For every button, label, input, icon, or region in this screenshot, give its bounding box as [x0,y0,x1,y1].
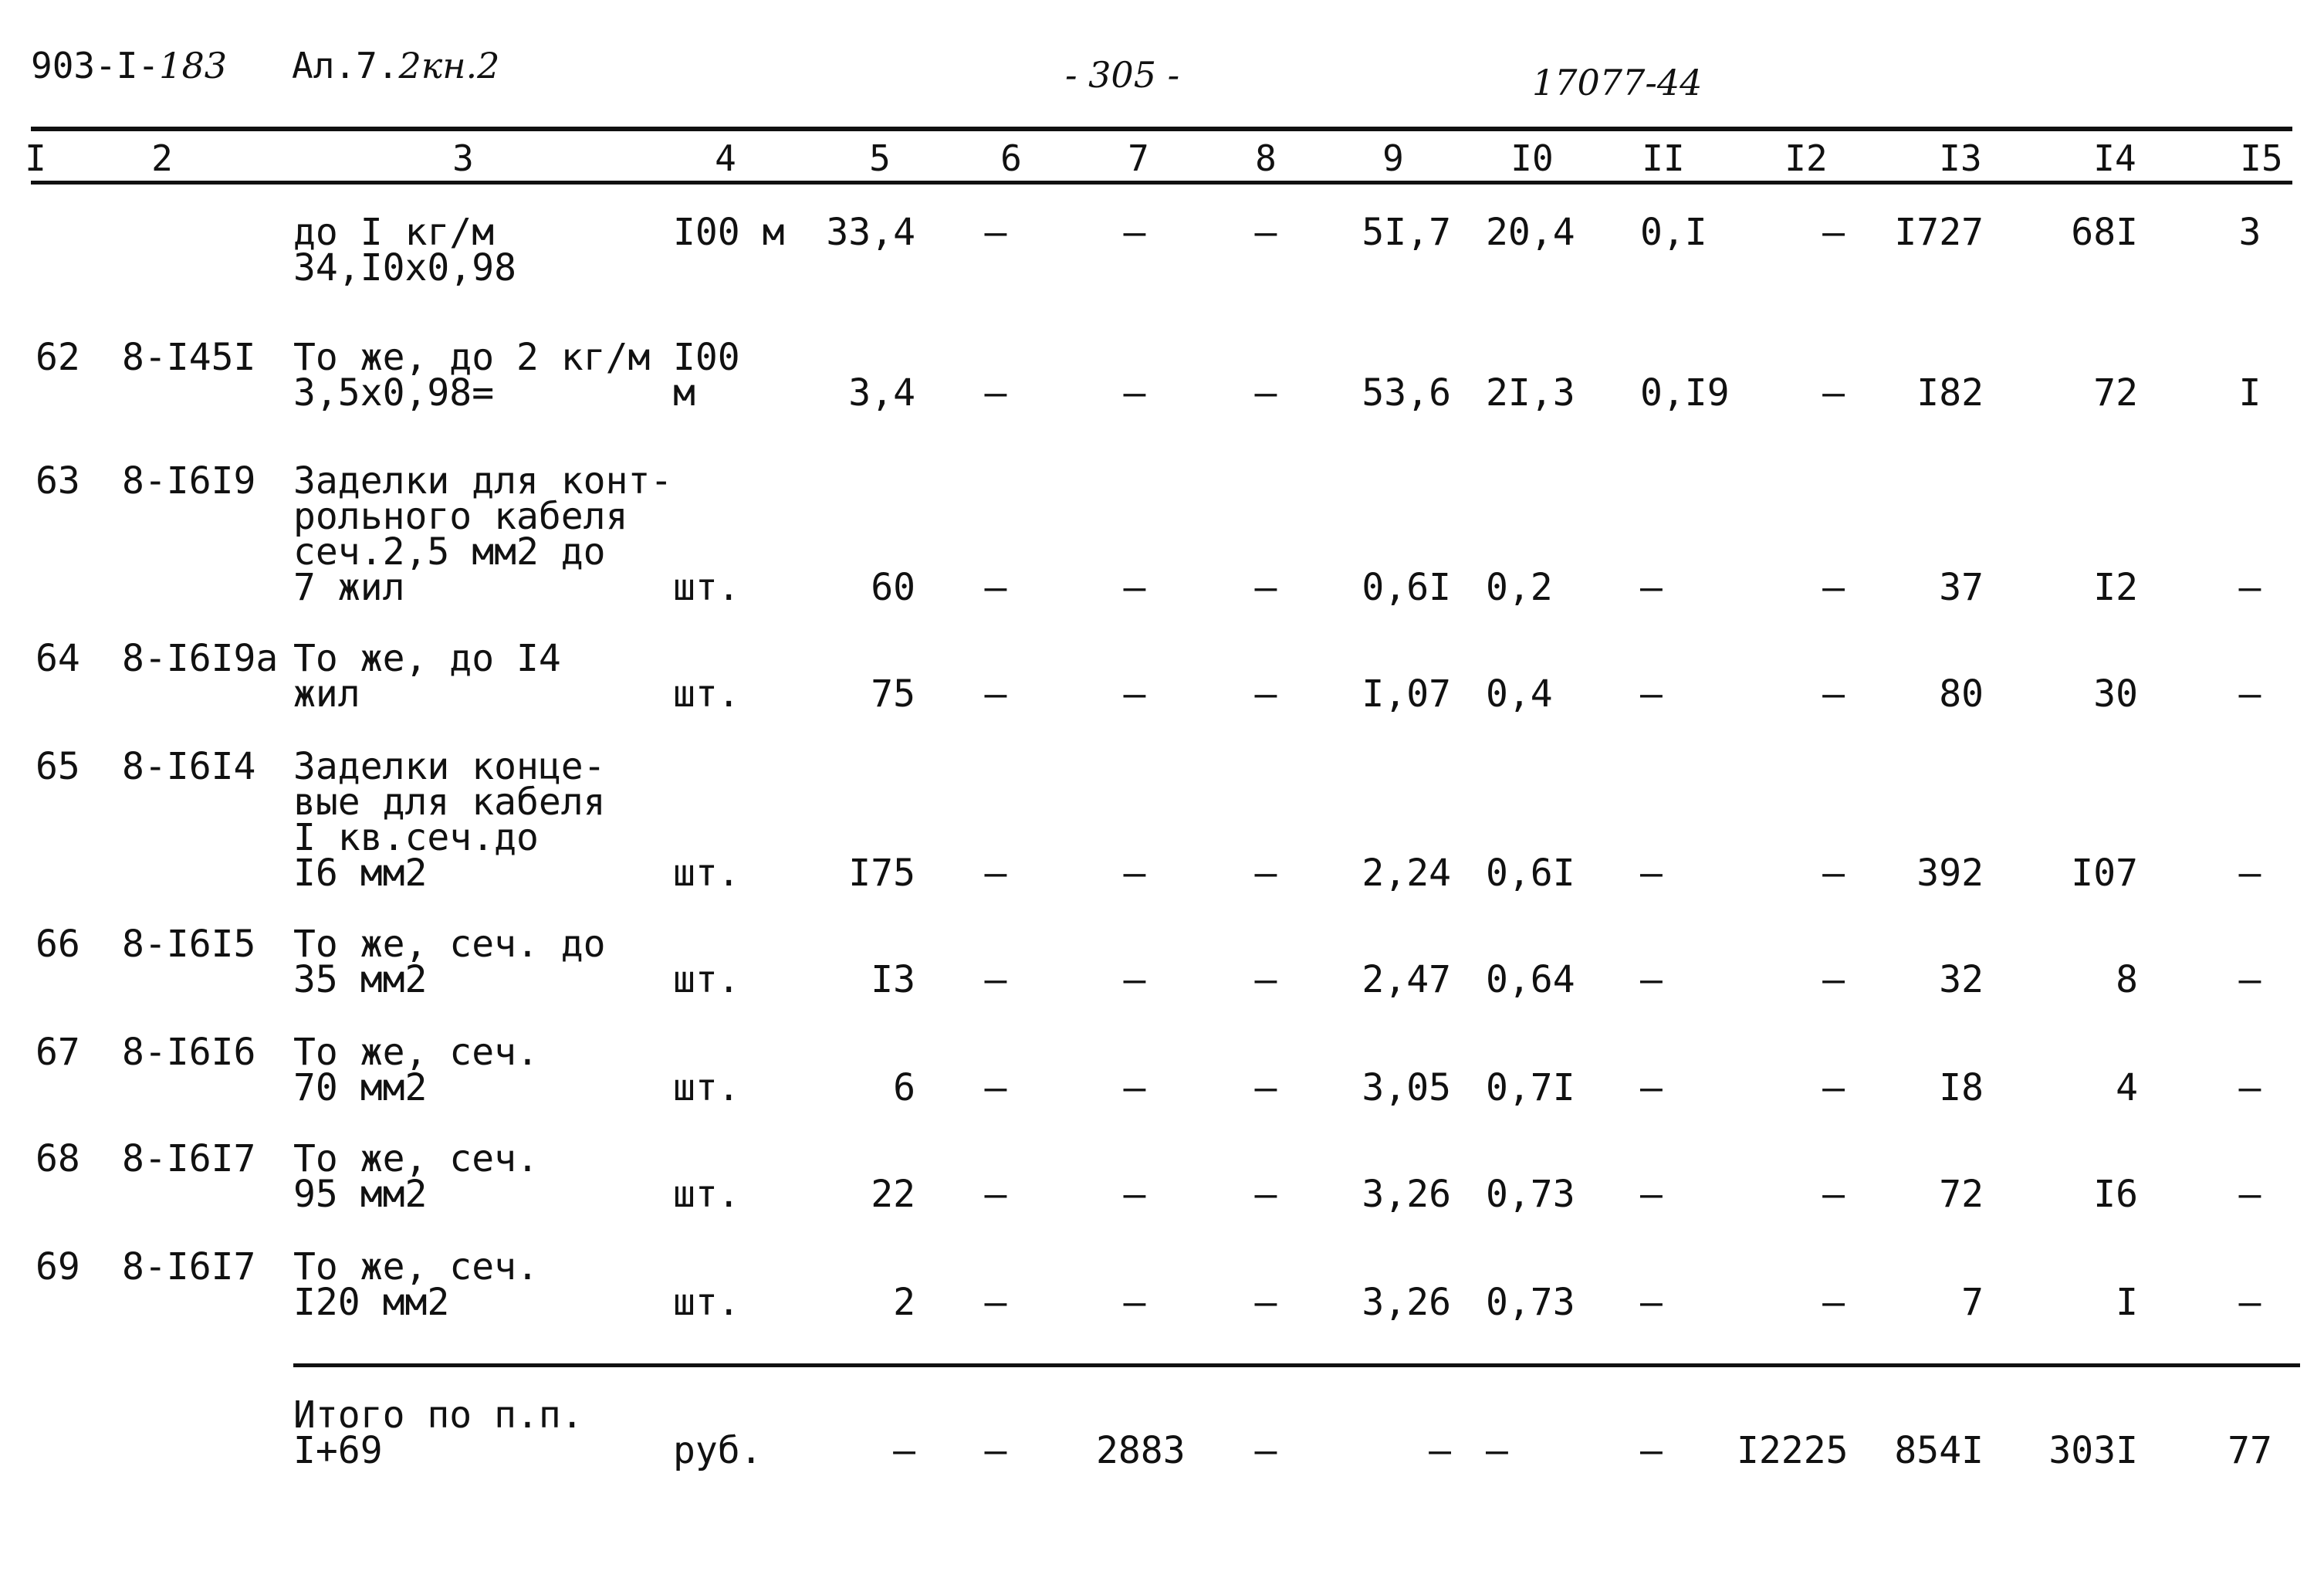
cell-col-15: – [2238,958,2261,1001]
doc-code-handwritten: 183 [159,45,227,86]
cell-col-8: – [1254,1281,1277,1324]
album-label [292,45,499,86]
cell-col-10: 2I,3 [1486,371,1575,415]
cell-col-11: – [1640,852,1663,895]
cell-col-15: – [2238,1281,2261,1324]
column-number-6: 6 [1000,137,1022,179]
cell-col-8: – [1254,852,1277,895]
cell-col-10: 0,7I [1486,1066,1575,1109]
cell-col-7: – [1123,1281,1146,1324]
cell-col-8: – [1254,1066,1277,1109]
column-number-9: 9 [1382,137,1404,179]
cell-col-15: I [2238,371,2261,415]
description-line: То же, сеч. [293,1245,539,1289]
cell-col-8: – [1254,958,1277,1001]
cell-col-12: – [1822,958,1845,1001]
description-line: сеч.2,5 мм2 до [293,530,606,574]
cell-col-7: – [1123,211,1146,254]
cell-col-13: I8 [1939,1066,1984,1109]
price-code: 8-I6I7 [122,1137,256,1180]
cell-col-14: 72 [2093,371,2138,415]
row-number: 66 [36,923,80,966]
cell-col-15: 3 [2238,211,2261,254]
cell-col-9: I,07 [1362,672,1451,716]
cell-col-11: – [1640,958,1663,1001]
cell-col-8: – [1254,1173,1277,1216]
cell-col-6: – [984,1429,1007,1472]
cell-col-7: – [1123,672,1146,716]
cell-col-9: 53,6 [1362,371,1451,415]
cell-col-8: – [1254,371,1277,415]
doc-code [31,45,227,86]
unit: шт. [673,958,740,1001]
cell-col-9: 2,24 [1362,852,1451,895]
description-line: То же, сеч. до [293,923,606,966]
cell-col-5: – [893,1429,915,1472]
column-number-4: 4 [715,137,736,179]
column-number-5: 5 [869,137,891,179]
cell-col-9: 3,26 [1362,1281,1451,1324]
cell-col-15: – [2238,1173,2261,1216]
cell-col-9: 3,26 [1362,1173,1451,1216]
price-code: 8-I6I5 [122,923,256,966]
description-line: То же, сеч. [293,1031,539,1074]
header-bottom-rule [31,181,2292,185]
cell-col-5: 33,4 [826,211,915,254]
description-line: 34,I0x0,98 [293,246,516,290]
description-line: I кв.сеч.до [293,816,539,859]
cell-col-8: – [1254,1429,1277,1472]
cell-col-11: – [1640,672,1663,716]
description-line: до I кг/м [293,211,495,254]
cell-col-14: 30 [2093,672,2138,716]
cell-col-7: – [1123,1066,1146,1109]
cell-col-14: 4 [2116,1066,2138,1109]
cell-col-10: 0,73 [1486,1173,1575,1216]
cell-col-13: 854I [1894,1429,1984,1472]
cell-col-12: – [1822,1066,1845,1109]
cell-col-10: 0,4 [1486,672,1553,716]
cell-col-11: – [1640,1066,1663,1109]
cell-col-9: 3,05 [1362,1066,1451,1109]
column-number-2: 2 [151,137,173,179]
cell-col-7: – [1123,371,1146,415]
doc-code-prefix: 903-I- [31,45,160,86]
description-line: То же, до I4 [293,637,561,680]
cell-col-13: 72 [1939,1173,1984,1216]
cell-col-15: – [2238,566,2261,609]
cell-col-11: 0,I [1640,211,1707,254]
cell-col-14: I6 [2093,1173,2138,1216]
cell-col-15: – [2238,672,2261,716]
description-line: 35 мм2 [293,958,428,1001]
cell-col-13: 32 [1939,958,1984,1001]
description-line: То же, до 2 кг/м [293,336,651,379]
cell-col-6: – [984,371,1007,415]
price-code: 8-I6I9 [122,459,256,503]
cell-col-5: 22 [871,1173,915,1216]
column-number-10: I0 [1510,137,1554,179]
column-number-7: 7 [1128,137,1149,179]
column-number-3: 3 [452,137,474,179]
column-number-8: 8 [1255,137,1277,179]
description-line: 3,5x0,98= [293,371,495,415]
description-line: 70 мм2 [293,1066,428,1109]
cell-col-7: – [1123,958,1146,1001]
cell-col-12: – [1822,211,1845,254]
column-number-11: II [1642,137,1685,179]
unit: шт. [673,1281,740,1324]
cell-col-6: – [984,672,1007,716]
cell-col-15: – [2238,852,2261,895]
column-number-14: I4 [2093,137,2136,179]
cell-col-12: – [1822,852,1845,895]
description-line: Итого по п.п. [293,1394,584,1437]
description-line: вые для кабеля [293,781,606,824]
cell-col-12: – [1822,566,1845,609]
description-line: 95 мм2 [293,1173,428,1216]
cell-col-13: 392 [1916,852,1984,895]
cell-col-6: – [984,566,1007,609]
cell-col-7: – [1123,566,1146,609]
description-line: рольного кабеля [293,495,628,538]
cell-col-10: 0,64 [1486,958,1575,1001]
cell-col-5: I75 [848,852,915,895]
unit: руб. [673,1429,763,1472]
cell-col-14: 68I [2071,211,2138,254]
cell-col-15: – [2238,1066,2261,1109]
cell-col-12: – [1822,1173,1845,1216]
unit: шт. [673,1173,740,1216]
cell-col-6: – [984,211,1007,254]
cell-col-12: I2225 [1737,1429,1849,1472]
cell-col-12: – [1822,1281,1845,1324]
unit: шт. [673,672,740,716]
cell-col-11: – [1640,1281,1663,1324]
album-handwritten: 2кн.2 [398,45,500,86]
price-code: 8-I45I [122,336,256,379]
cell-col-9: 5I,7 [1362,211,1451,254]
cell-col-10: 0,6I [1486,852,1575,895]
cell-col-14: I [2116,1281,2138,1324]
column-number-13: I3 [1939,137,1982,179]
header-top-rule [31,127,2292,131]
column-number-1: I [25,137,46,179]
album-prefix: Ал.7. [292,45,399,86]
cell-col-10: – [1486,1429,1508,1472]
description-line: То же, сеч. [293,1137,539,1180]
cell-col-9: 0,6I [1362,566,1451,609]
row-number: 64 [36,637,80,680]
cell-col-13: 37 [1939,566,1984,609]
cell-col-12: – [1822,371,1845,415]
cell-col-7: 2883 [1096,1429,1186,1472]
column-number-15: I5 [2240,137,2283,179]
cell-col-5: 2 [893,1281,915,1324]
description-line: Заделки конце- [293,745,606,788]
cell-col-14: 303I [2048,1429,2138,1472]
cell-col-9: 2,47 [1362,958,1451,1001]
cell-col-10: 20,4 [1486,211,1575,254]
cell-col-6: – [984,958,1007,1001]
cell-col-6: – [984,852,1007,895]
description-line: I6 мм2 [293,852,428,895]
description-line: I+69 [293,1429,383,1472]
unit: I00 [673,336,740,379]
cell-col-11: – [1640,566,1663,609]
cell-col-8: – [1254,566,1277,609]
unit: шт. [673,566,740,609]
row-number: 62 [36,336,80,379]
row-number: 63 [36,459,80,503]
cell-col-13: 7 [1961,1281,1984,1324]
cell-col-5: I3 [871,958,915,1001]
unit: шт. [673,852,740,895]
page-number: - 305 - [1065,54,1180,96]
cell-col-8: – [1254,672,1277,716]
row-number: 67 [36,1031,80,1074]
cell-col-11: 0,I9 [1640,371,1730,415]
unit: м [673,371,695,415]
cell-col-14: I07 [2071,852,2138,895]
row-number: 69 [36,1245,80,1289]
cell-col-10: 0,73 [1486,1281,1575,1324]
cell-col-7: – [1123,852,1146,895]
cell-col-5: 6 [893,1066,915,1109]
cell-col-9: – [1429,1429,1451,1472]
description-line: жил [293,672,360,716]
cell-col-14: 8 [2116,958,2138,1001]
cell-col-13: 80 [1939,672,1984,716]
price-code: 8-I6I6 [122,1031,256,1074]
cell-col-11: – [1640,1173,1663,1216]
cell-col-15: 77 [2228,1429,2272,1472]
row-number: 65 [36,745,80,788]
cell-col-14: I2 [2093,566,2138,609]
unit: I00 м [673,211,785,254]
reference-number: 17077-44 [1532,62,1703,103]
row-number: 68 [36,1137,80,1180]
description-line: Заделки для конт- [293,459,673,503]
cell-col-5: 3,4 [848,371,915,415]
cell-col-10: 0,2 [1486,566,1553,609]
cell-col-8: – [1254,211,1277,254]
description-line: 7 жил [293,566,405,609]
cell-col-6: – [984,1281,1007,1324]
cell-col-5: 60 [871,566,915,609]
cell-col-11: – [1640,1429,1663,1472]
price-code: 8-I6I7 [122,1245,256,1289]
cell-col-13: I727 [1894,211,1984,254]
unit: шт. [673,1066,740,1109]
cell-col-7: – [1123,1173,1146,1216]
cell-col-6: – [984,1066,1007,1109]
total-divider [293,1363,2300,1367]
description-line: I20 мм2 [293,1281,450,1324]
cell-col-6: – [984,1173,1007,1216]
column-number-12: I2 [1784,137,1828,179]
cell-col-5: 75 [871,672,915,716]
price-code: 8-I6I9а [122,637,279,680]
cell-col-12: – [1822,672,1845,716]
cell-col-13: I82 [1916,371,1984,415]
price-code: 8-I6I4 [122,745,256,788]
